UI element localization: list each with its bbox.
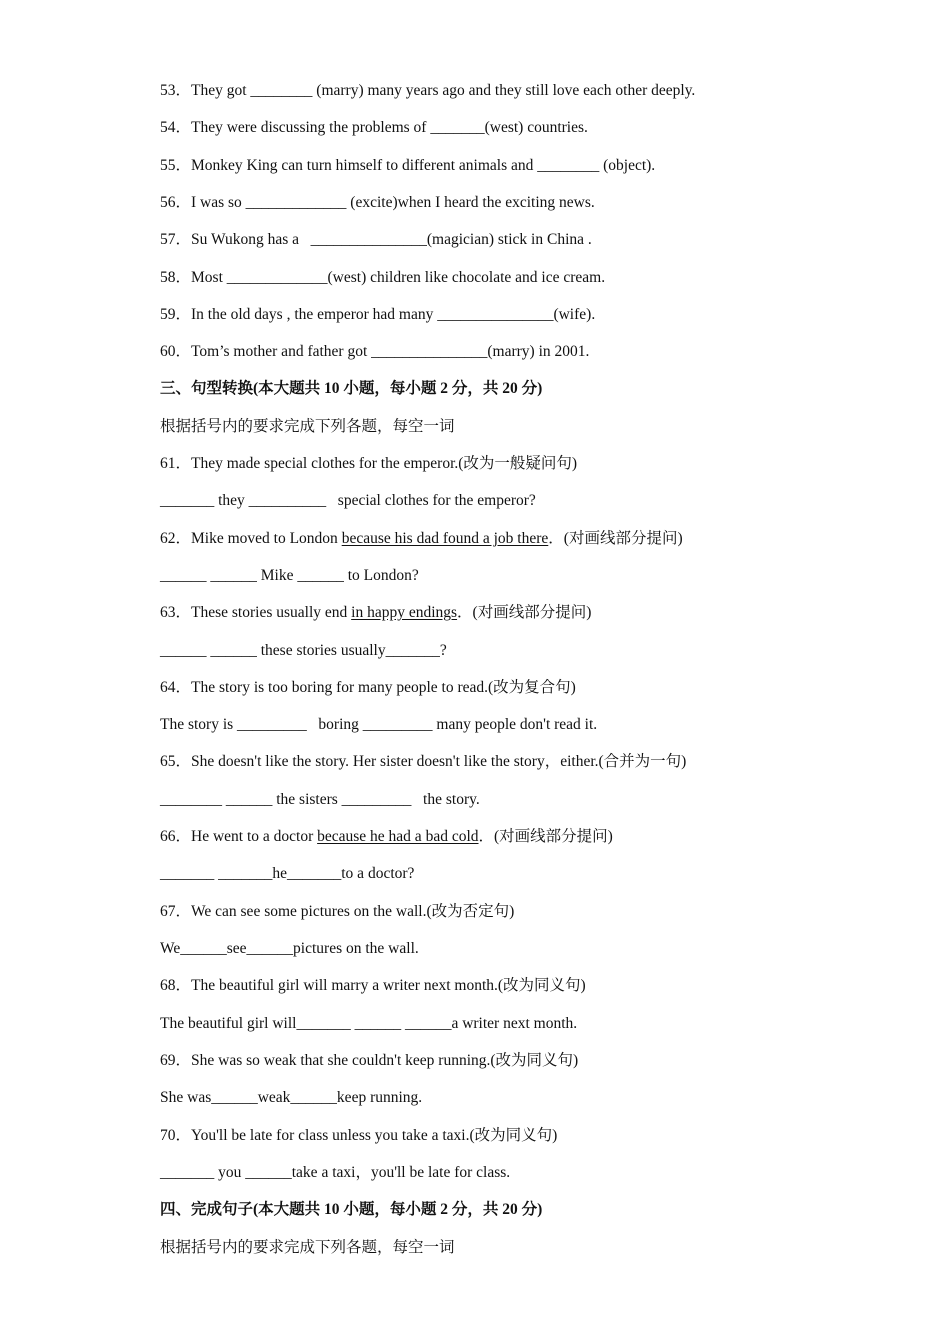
item-55: 55．Monkey King can turn himself to different animals and ________ (object). xyxy=(160,157,656,174)
item-60: 60．Tom’s mother and father got _______________(marry) in 2001. xyxy=(160,343,590,360)
q63-answer: ______ ______ these stories usually_______? xyxy=(160,642,447,659)
q62-answer: ______ ______ Mike ______ to London? xyxy=(160,567,419,584)
item-57: 57．Su Wukong has a _______________(magician) stick in China . xyxy=(160,231,592,248)
q61-prompt: 61．They made special clothes for the emperor.(改为一般疑问句) xyxy=(160,455,578,472)
q63-underlined: in happy endings xyxy=(351,604,458,621)
q66-prompt xyxy=(160,827,613,847)
q67-answer: We______see______pictures on the wall. xyxy=(160,940,419,957)
q62-instruction: ．(对画线部分提问) xyxy=(548,530,683,547)
q70-answer: _______ you ______take a taxi，you'll be late for class. xyxy=(160,1164,511,1181)
q64-prompt: 64．The story is too boring for many people to read.(改为复合句) xyxy=(160,679,576,696)
q66-underlined: because he had a bad cold xyxy=(317,828,479,845)
item-56: 56．I was so _____________ (excite)when I heard the exciting news. xyxy=(160,194,595,211)
q69-answer: She was______weak______keep running. xyxy=(160,1089,423,1106)
q68-answer: The beautiful girl will_______ ______ ______a writer next month. xyxy=(160,1015,578,1032)
q66-answer: _______ _______he_______to a doctor? xyxy=(160,865,415,882)
section3-instruction: 根据括号内的要求完成下列各题，每空一词 xyxy=(160,418,455,435)
q63-instruction: ．(对画线部分提问) xyxy=(457,604,592,621)
q68-prompt: 68．The beautiful girl will marry a writer next month.(改为同义句) xyxy=(160,977,586,994)
q70-prompt: 70．You'll be late for class unless you take a taxi.(改为同义句) xyxy=(160,1127,558,1144)
item-59: 59．In the old days , the emperor had many _______________(wife). xyxy=(160,306,596,323)
q63-prompt xyxy=(160,603,591,623)
q67-prompt: 67．We can see some pictures on the wall.(改为否定句) xyxy=(160,903,515,920)
item-54: 54．They were discussing the problems of _______(west) countries. xyxy=(160,119,588,136)
q62-prompt xyxy=(160,529,683,549)
q62-underlined: because his dad found a job there xyxy=(341,530,549,547)
section4-instruction: 根据括号内的要求完成下列各题，每空一词 xyxy=(160,1239,455,1256)
q65-answer: ________ ______ the sisters _________ the story. xyxy=(160,791,480,808)
q61-answer: _______ they __________ special clothes for the emperor? xyxy=(160,492,536,509)
q62-text: 62．Mike moved to London xyxy=(160,530,342,547)
q63-text: 63．These stories usually end xyxy=(160,604,352,621)
item-58: 58．Most _____________(west) children like chocolate and ice cream. xyxy=(160,269,606,286)
q66-text: 66．He went to a doctor xyxy=(160,828,318,845)
q69-prompt: 69．She was so weak that she couldn't keep running.(改为同义句) xyxy=(160,1052,579,1069)
section3-heading: 三、句型转换(本大题共 10 小题，每小题 2 分，共 20 分) xyxy=(160,380,543,397)
q64-answer: The story is _________ boring _________ many people don't read it. xyxy=(160,716,598,733)
q66-instruction: ．(对画线部分提问) xyxy=(478,828,613,845)
item-53: 53．They got ________ (marry) many years ago and they still love each other deeply. xyxy=(160,82,696,99)
section4-heading: 四、完成句子(本大题共 10 小题，每小题 2 分，共 20 分) xyxy=(160,1201,543,1218)
q65-prompt: 65．She doesn't like the story. Her sister doesn't like the story，either.(合并为一句) xyxy=(160,753,687,770)
